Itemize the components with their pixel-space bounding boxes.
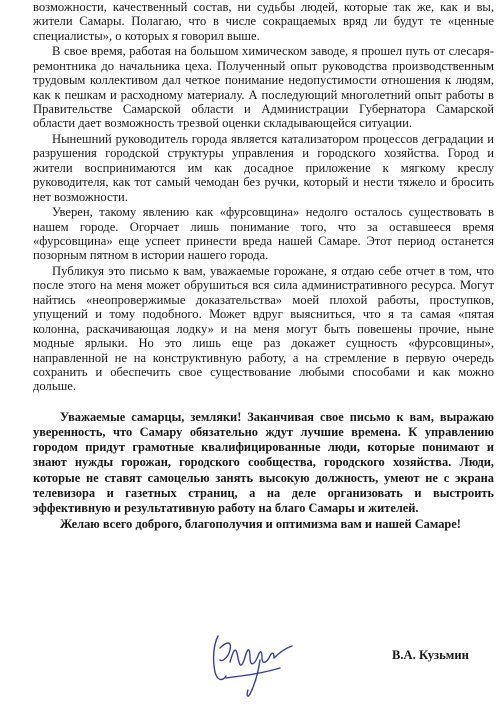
paragraph-3: Нынешний руководитель города является катализатором процессов деградации и разрушения городской структуры управления и городского хозяйства. Город и жители воспринимаются им как досадное приложение к мягкому креслу руководителя, как тот самый чемодан без ручки, который и нести тяжело и бросить нет возможности. (33, 132, 494, 204)
signer-name: В.А. Кузьмин (392, 648, 469, 662)
paragraph-4: Уверен, такому явлению как «фурсовщина» недолго осталось существовать в нашем городе. Огорчает лишь понимание того, что за оставшееся время «фурсовщина» еще успеет принести вреда нашей Самаре. Этот период останется позорным пятном в истории нашего города. (33, 205, 494, 263)
signature-block (0, 612, 500, 707)
handwritten-signature (200, 618, 300, 698)
letter-body (33, 0, 494, 394)
closing-paragraph: Уважаемые самарцы, земляки! Заканчивая свое письмо к вам, выражаю уверенность, что Самару обязательно ждут лучшие времена. К управлению городом придут грамотные квалифицированные люди, которые понимают и знают нужды горожан, городского сообщества, городского хозяйства. Люди, которые не ставят самоцелью занять высокую должность, умеют не с экрана телевизора и газетных страниц, а на деле организовать и выстроить эффективную и результативную работу на благо Самары и жителей. (33, 409, 494, 515)
closing-appeal (33, 410, 494, 533)
paragraph-1: возможности, качественный состав, ни судьбы людей, которые так же, как и вы, жители Самары. Полагаю, что в числе сокращаемых вряд ли будут те «ценные специалисты», о которых я говорил выше. (33, 0, 494, 43)
closing-wish: Желаю всего доброго, благополучия и оптимизма вам и нашей Самаре! (60, 517, 461, 532)
paragraph-5: Публикуя это письмо к вам, уважаемые горожане, я отдаю себе отчет в том, что после этого на меня может обрушиться вся сила административного ресурса. Могут найтись «неопровержимые доказательства» моей плохой работы, проступков, упущений и тому подобного. Может вдруг выясниться, что я та самая «пятая колонна, раскачивающая лодку» и на меня могут быть повешены прочие, ныне модные ярлыки. Но это лишь еще раз докажет сущность «фурсовщины», направленной не на конструктивную работу, а на стремление в первую очередь сохранить и обеспечить свое существование любыми способами и как можно дольше. (33, 264, 494, 394)
paragraph-2: В свое время, работая на большом химическом заводе, я прошел путь от слесаря-ремонтника до начальника цеха. Полученный опыт руководства производственным трудовым коллективом дал четкое понимание недопустимости отношения к людям, как к пешкам и расходному материалу. А последующий многолетний опыт работы в Правительстве Самарской области и Администрации Губернатора Самарской области дает возможность трезвой оценки складывающейся ситуации. (33, 44, 494, 131)
